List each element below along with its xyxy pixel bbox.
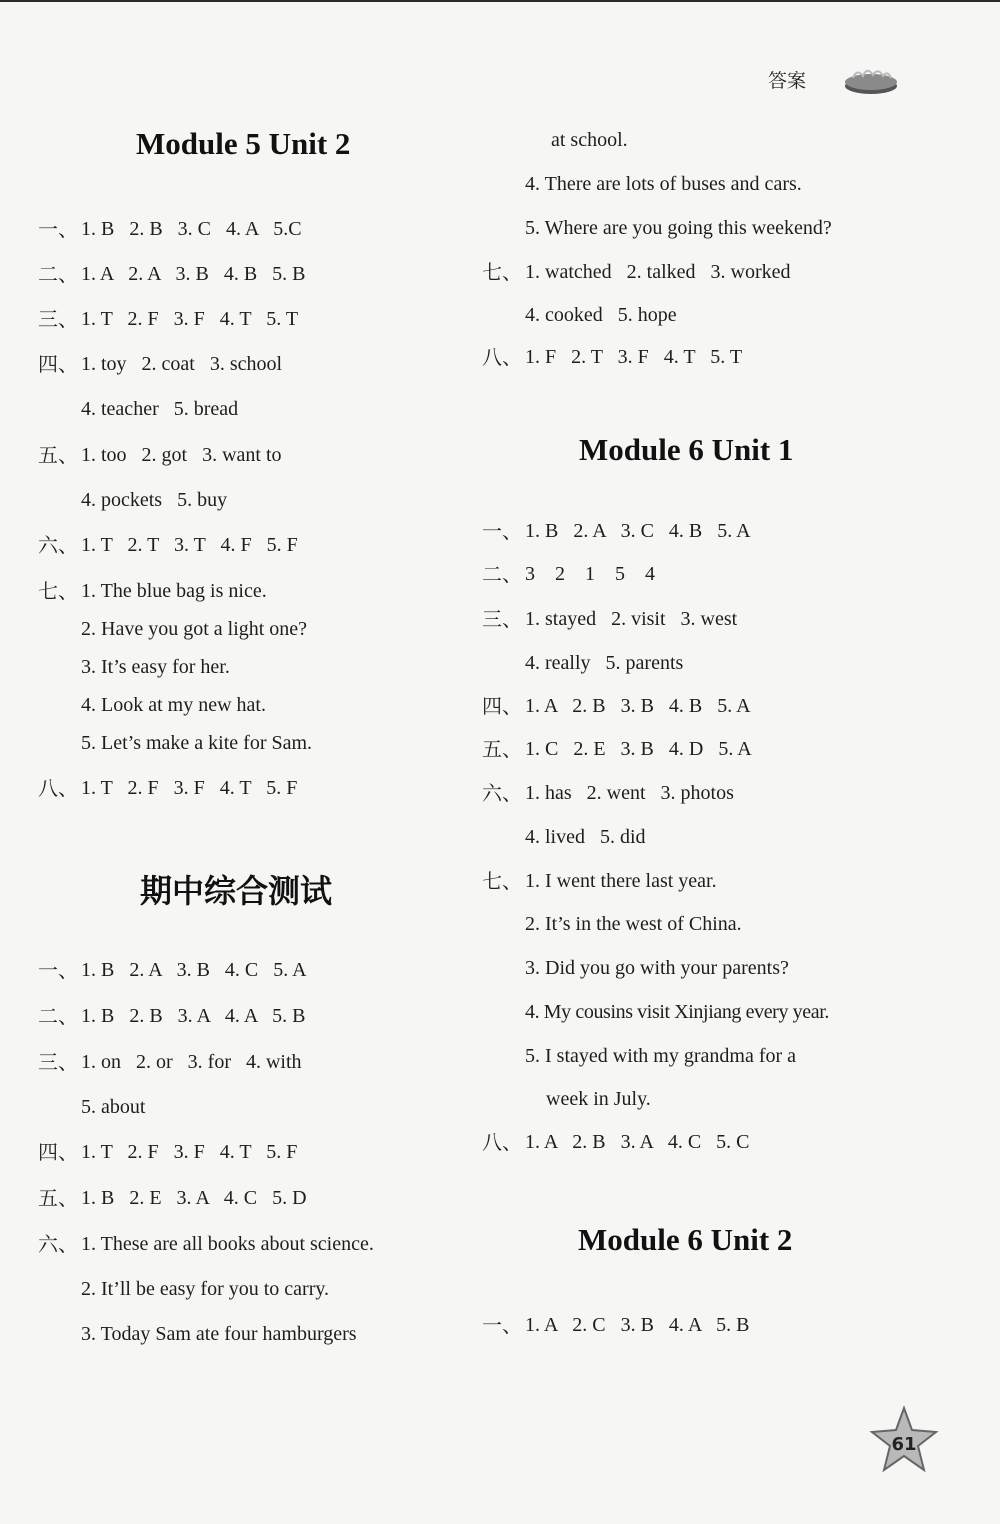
question-number: 五、 xyxy=(38,443,78,467)
question-number: 八、 xyxy=(482,1130,522,1154)
answer-line: 1. C 2. E 3. B 4. D 5. A xyxy=(525,738,752,760)
answer-line: 4. Look at my new hat. xyxy=(81,694,266,716)
answer-line: 1. watched 2. talked 3. worked xyxy=(525,261,791,283)
answer-line: 1. T 2. F 3. F 4. T 5. T xyxy=(81,308,299,330)
answer-line: 4. There are lots of buses and cars. xyxy=(525,173,802,195)
page-top-rule xyxy=(0,0,1000,2)
answer-line: 2. It’ll be easy for you to carry. xyxy=(81,1278,330,1300)
answer-line: 1. A 2. A 3. B 4. B 5. B xyxy=(81,263,306,285)
question-number: 四、 xyxy=(482,694,522,718)
answer-line: 5. about xyxy=(81,1096,146,1118)
question-number: 四、 xyxy=(38,1140,78,1164)
answer-line: 1. B 2. A 3. B 4. C 5. A xyxy=(81,959,307,981)
answer-line: 1. T 2. T 3. T 4. F 5. F xyxy=(81,534,298,556)
answer-line: 1. on 2. or 3. for 4. with xyxy=(81,1051,302,1073)
answer-line: 1. has 2. went 3. photos xyxy=(525,782,734,804)
answer-line: 3. Today Sam ate four hamburgers xyxy=(81,1323,357,1345)
question-number: 三、 xyxy=(482,607,522,631)
answer-line: 1. B 2. A 3. C 4. B 5. A xyxy=(525,520,751,542)
answer-line: 4. lived 5. did xyxy=(525,826,646,848)
answer-line: 1. T 2. F 3. F 4. T 5. F xyxy=(81,1141,298,1163)
answer-line: 1. B 2. B 3. A 4. A 5. B xyxy=(81,1005,306,1027)
question-number: 二、 xyxy=(38,1004,78,1028)
question-number: 一、 xyxy=(482,1313,522,1337)
answer-line: 2. Have you got a light one? xyxy=(81,618,308,640)
answer-line: 5. Let’s make a kite for Sam. xyxy=(81,732,313,754)
answer-line: 1. B 2. B 3. C 4. A 5.C xyxy=(81,218,302,240)
answer-line: 1. The blue bag is nice. xyxy=(81,580,267,602)
answer-line: 1. These are all books about science. xyxy=(81,1233,374,1255)
answer-line: 1. A 2. B 3. A 4. C 5. C xyxy=(525,1131,750,1153)
question-number: 三、 xyxy=(38,307,78,331)
answer-line: 4. cooked 5. hope xyxy=(525,304,677,326)
answer-line: 5. I stayed with my grandma for a xyxy=(525,1045,797,1067)
question-number: 八、 xyxy=(482,345,522,369)
section-heading-m6u1: Module 6 Unit 1 xyxy=(579,432,794,467)
section-heading-m5u2: Module 5 Unit 2 xyxy=(136,126,351,161)
answer-line: 1. B 2. E 3. A 4. C 5. D xyxy=(81,1187,307,1209)
header-answers-label: 答案 xyxy=(768,70,807,92)
section-heading-midterm: 期中综合测试 xyxy=(140,872,333,910)
answer-line: 1. A 2. C 3. B 4. A 5. B xyxy=(525,1314,750,1336)
answer-line: 3. It’s easy for her. xyxy=(81,656,230,678)
question-number: 三、 xyxy=(38,1050,78,1074)
question-number: 八、 xyxy=(38,776,78,800)
answer-line: 4. My cousins visit Xinjiang every year. xyxy=(525,1001,829,1023)
answer-line: week in July. xyxy=(546,1088,651,1110)
question-number: 六、 xyxy=(482,781,522,805)
question-number: 四、 xyxy=(38,352,78,376)
question-number: 七、 xyxy=(482,260,522,284)
page-number: 61 xyxy=(891,1434,917,1455)
answer-line: 3 2 1 5 4 xyxy=(525,563,655,585)
answer-line: at school. xyxy=(551,129,628,151)
answer-line: 4. teacher 5. bread xyxy=(81,398,239,420)
question-number: 一、 xyxy=(482,519,522,543)
section-heading-m6u2: Module 6 Unit 2 xyxy=(578,1222,793,1257)
question-number: 一、 xyxy=(38,217,78,241)
answer-line: 1. I went there last year. xyxy=(525,870,717,892)
answer-line: 1. stayed 2. visit 3. west xyxy=(525,608,738,630)
answer-line: 2. It’s in the west of China. xyxy=(525,913,742,935)
answer-line: 4. really 5. parents xyxy=(525,652,684,674)
question-number: 六、 xyxy=(38,1232,78,1256)
question-number: 五、 xyxy=(38,1186,78,1210)
question-number: 七、 xyxy=(482,869,522,893)
answer-line: 1. T 2. F 3. F 4. T 5. F xyxy=(81,777,298,799)
header-ornament-icon xyxy=(843,62,899,96)
answer-line: 3. Did you go with your parents? xyxy=(525,957,789,979)
question-number: 六、 xyxy=(38,533,78,557)
answer-line: 1. F 2. T 3. F 4. T 5. T xyxy=(525,346,743,368)
question-number: 五、 xyxy=(482,737,522,761)
answer-line: 5. Where are you going this weekend? xyxy=(525,217,832,239)
question-number: 二、 xyxy=(38,262,78,286)
question-number: 一、 xyxy=(38,958,78,982)
question-number: 二、 xyxy=(482,562,522,586)
answer-line: 1. A 2. B 3. B 4. B 5. A xyxy=(525,695,751,717)
page-number-star-icon xyxy=(868,1400,1000,1524)
question-number: 七、 xyxy=(38,579,78,603)
answer-line: 1. toy 2. coat 3. school xyxy=(81,353,283,375)
answer-line: 1. too 2. got 3. want to xyxy=(81,444,282,466)
answer-line: 4. pockets 5. buy xyxy=(81,489,228,511)
